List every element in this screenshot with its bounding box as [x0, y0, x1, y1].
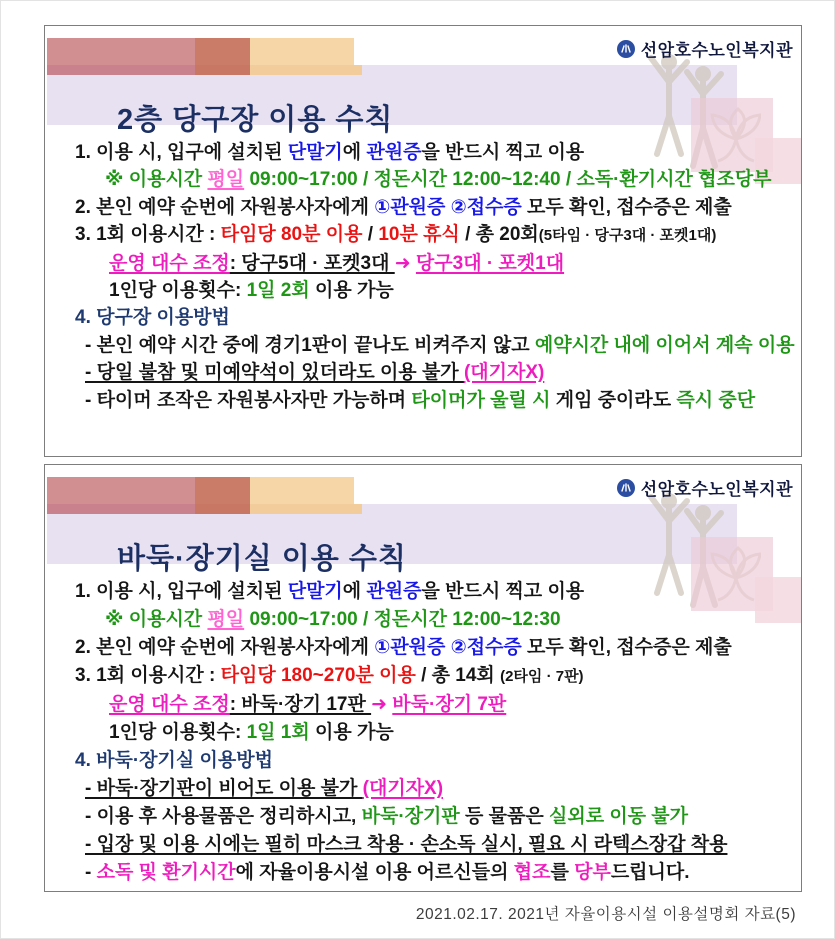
rule-text-segment: ①관원증 ②접수증 — [374, 637, 522, 658]
rule-text-segment: 실외로 이동 불가 — [548, 806, 689, 827]
document-footer: 2021.02.17. 2021년 자율이용시설 이용설명회 자료(5) — [415, 906, 796, 923]
rule-text-segment: 1일 2회 — [246, 280, 310, 302]
rule-text-segment: 관원증 — [366, 142, 422, 163]
org-logo — [616, 36, 793, 61]
rule-text-segment: 평일 — [207, 169, 245, 191]
rule-text-segment: 타임당 80분 이용 — [220, 224, 363, 246]
rule-line — [45, 359, 791, 386]
rule-line — [45, 606, 791, 634]
box-header — [45, 465, 801, 576]
rule-text-segment: 1인당 이용횟수: — [109, 280, 247, 302]
rule-text-segment: ➜ — [371, 694, 393, 715]
rule-line — [45, 139, 791, 166]
rule-text-segment: : 당구5대 · 포켓3대 — [229, 252, 395, 274]
rule-line — [45, 634, 791, 662]
rule-text-segment: 단말기 — [287, 581, 343, 602]
rule-text-segment: - — [85, 862, 97, 883]
rule-text-segment: 바둑·장기판 — [361, 806, 460, 827]
rule-line — [45, 578, 791, 606]
org-logo — [616, 475, 793, 500]
rule-text-segment: 1. 이용 시, 입구에 설치된 — [75, 142, 288, 163]
rule-text-segment: 드립니다. — [610, 862, 690, 883]
rule-line — [45, 250, 791, 277]
rule-text-segment: 2. 본인 예약 순번에 자원봉사자에게 — [75, 637, 375, 658]
rule-text-segment: ①관원증 ②접수증 — [374, 196, 522, 218]
rule-text-segment: (2타임 · 7판) — [500, 668, 584, 685]
rule-text-segment: 3. 1회 이용시간 : — [75, 665, 221, 686]
rule-text-segment: 10분 휴식 — [378, 224, 460, 246]
rule-text-segment: - 입장 및 이용 시에는 필히 마스크 착용 · 손소독 실시, 필요 시 라텍스장갑 착용 — [85, 834, 728, 855]
rule-text-segment: - 타이머 조작은 자원봉사자만 가능하며 — [85, 389, 412, 411]
org-name: 선암호수노인복지관 — [640, 480, 793, 499]
decorative-color-stripe — [47, 504, 362, 514]
rule-text-segment: 에 자율이용시설 이용 어르신들의 — [235, 862, 514, 883]
org-emblem-icon — [616, 39, 636, 59]
rule-line — [45, 719, 791, 747]
rule-line — [45, 859, 791, 887]
rule-text-segment: 등 물품은 — [459, 806, 549, 827]
rule-text-segment: 운영 대수 조정 — [109, 694, 230, 715]
section-title: 바둑·장기실 이용 수칙 — [117, 543, 407, 576]
rule-text-segment: 협조 — [513, 862, 551, 883]
rule-text-segment: ➜ — [394, 252, 416, 274]
billiard-room-rules-box — [44, 25, 802, 457]
rule-line — [45, 332, 795, 359]
rule-line — [45, 775, 791, 803]
rule-text-segment: 을 반드시 찍고 이용 — [421, 142, 585, 163]
box-header — [45, 26, 801, 137]
rules-list — [45, 127, 801, 414]
rule-text-segment: 바둑·장기 7판 — [392, 694, 507, 715]
rule-text-segment: ※ 이용시간 — [105, 169, 208, 191]
rule-text-segment: 당부 — [574, 862, 611, 883]
rule-line — [45, 691, 791, 719]
rule-line — [45, 803, 791, 831]
rule-text-segment: 당구3대 · 포켓1대 — [415, 252, 565, 274]
rule-line — [45, 277, 791, 304]
rule-text-segment: 1일 1회 — [246, 722, 310, 743]
bar-salmon — [195, 477, 250, 504]
rule-text-segment: 1인당 이용횟수: — [109, 722, 247, 743]
rule-line — [45, 662, 791, 691]
rule-text-segment: 09:00~17:00 / 정돈시간 12:00~12:30 — [244, 609, 561, 630]
rule-text-segment: 즉시 중단 — [676, 389, 756, 411]
rule-text-segment: 을 반드시 찍고 이용 — [421, 581, 585, 602]
rule-text-segment: - 이용 후 사용물품은 정리하시고, — [85, 806, 362, 827]
rule-text-segment: 를 — [550, 862, 575, 883]
rule-text-segment: - 당일 불참 및 미예약석이 있더라도 이용 불가 — [85, 362, 464, 384]
rule-line — [45, 194, 791, 221]
bar-peach — [250, 38, 354, 65]
decorative-color-bars — [47, 38, 354, 65]
rule-text-segment: / — [362, 224, 379, 246]
rule-text-segment: (5타임 · 당구3대 · 포켓1대) — [538, 227, 717, 245]
org-emblem-icon — [616, 478, 636, 498]
decorative-color-bars — [47, 477, 354, 504]
rule-line — [45, 221, 791, 249]
rule-text-segment: 09:00~17:00 / 정돈시간 12:00~12:40 / 소독·환기시간 협조당부 — [244, 169, 772, 191]
bar-rose — [47, 477, 195, 504]
rule-text-segment: 관원증 — [366, 581, 422, 602]
rule-line — [45, 747, 791, 775]
rule-text-segment: 예약시간 내에 이어서 계속 이용 — [534, 334, 795, 356]
rule-line — [45, 166, 791, 193]
rule-text-segment: 4. 바둑·장기실 이용방법 — [75, 750, 273, 771]
rule-text-segment: - 바둑·장기판이 비어도 이용 불가 — [85, 778, 363, 799]
bar-salmon — [195, 38, 250, 65]
rule-text-segment: (대기자X) — [362, 778, 444, 799]
rule-text-segment: 운영 대수 조정 — [109, 252, 230, 274]
decorative-color-stripe — [47, 65, 362, 75]
rule-text-segment: 소독 및 환기시간 — [96, 862, 236, 883]
rule-text-segment: 타이머가 울릴 시 — [411, 389, 551, 411]
rule-text-segment: 이용 가능 — [309, 722, 394, 743]
rule-text-segment: 에 — [342, 142, 367, 163]
rule-text-segment: 이용 가능 — [309, 280, 394, 302]
rule-line — [45, 831, 791, 859]
rule-text-segment: - 본인 예약 시간 중에 경기1판이 끝나도 비켜주지 않고 — [85, 334, 535, 356]
rule-text-segment: ※ 이용시간 — [105, 609, 208, 630]
rule-text-segment: 4. 당구장 이용방법 — [75, 307, 230, 329]
org-name: 선암호수노인복지관 — [640, 41, 793, 60]
rule-text-segment: 평일 — [207, 609, 245, 630]
baduk-janggi-room-rules-box — [44, 464, 802, 892]
bar-rose — [47, 38, 195, 65]
rule-text-segment: (대기자X) — [463, 362, 545, 384]
bar-peach — [250, 477, 354, 504]
rule-text-segment: 모두 확인, 접수증은 제출 — [521, 637, 732, 658]
rule-text-segment: 게임 중이라도 — [550, 389, 677, 411]
rule-text-segment: 타임당 180~270분 이용 — [220, 665, 416, 686]
rule-text-segment: : 바둑·장기 17판 — [229, 694, 372, 715]
rule-text-segment: 모두 확인, 접수증은 제출 — [521, 196, 732, 218]
rule-text-segment: 1. 이용 시, 입구에 설치된 — [75, 581, 288, 602]
rule-text-segment: 2. 본인 예약 순번에 자원봉사자에게 — [75, 196, 375, 218]
section-title: 2층 당구장 이용 수칙 — [117, 104, 394, 137]
rule-text-segment: / 총 14회 — [415, 665, 501, 686]
rule-text-segment: / 총 20회 — [459, 224, 539, 246]
rules-list — [45, 566, 801, 887]
rule-text-segment: 에 — [342, 581, 367, 602]
rule-text-segment: 3. 1회 이용시간 : — [75, 224, 221, 246]
rule-line — [45, 387, 791, 414]
rule-text-segment: 단말기 — [287, 142, 343, 163]
rule-line — [45, 304, 791, 331]
